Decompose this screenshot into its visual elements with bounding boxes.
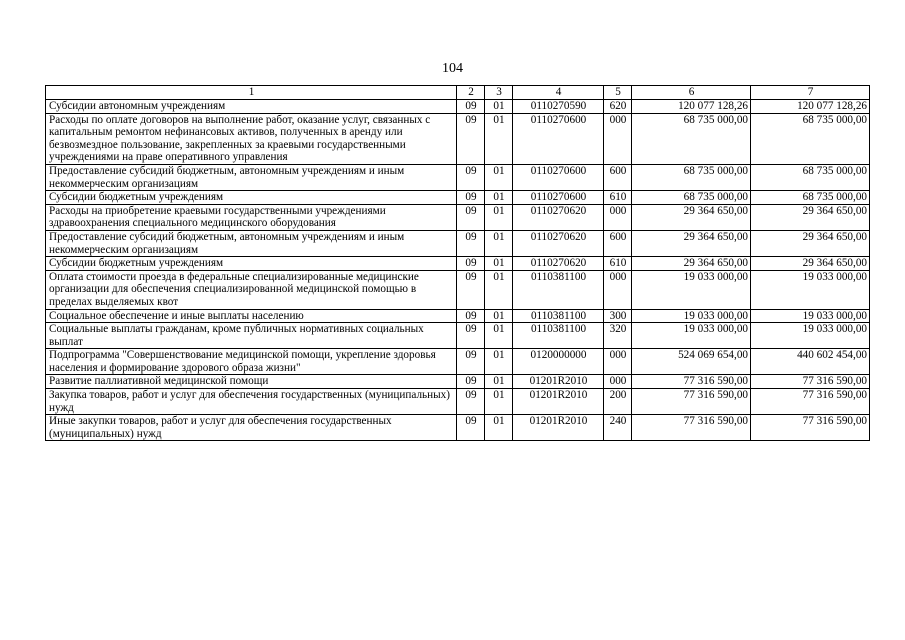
target-article-cell: 0110270600	[513, 191, 604, 205]
target-article-cell: 0110270590	[513, 100, 604, 114]
expense-type-cell: 000	[604, 204, 632, 230]
amount-col7-cell: 19 033 000,00	[751, 270, 870, 309]
subsection-code-cell: 01	[485, 349, 513, 375]
target-article-cell: 01201R2010	[513, 389, 604, 415]
table-row	[46, 191, 870, 205]
amount-col6-cell: 120 077 128,26	[632, 100, 751, 114]
column-header: 6	[632, 86, 751, 100]
subsection-code-cell: 01	[485, 323, 513, 349]
expense-type-cell: 000	[604, 349, 632, 375]
table-row	[46, 270, 870, 309]
table-row	[46, 375, 870, 389]
table-row	[46, 113, 870, 164]
section-code-cell: 09	[457, 191, 485, 205]
subsection-code-cell: 01	[485, 164, 513, 190]
section-code-cell: 09	[457, 389, 485, 415]
table-row	[46, 415, 870, 441]
expense-type-cell: 600	[604, 230, 632, 256]
table-body	[46, 100, 870, 441]
amount-col6-cell: 77 316 590,00	[632, 415, 751, 441]
expense-name-cell: Расходы по оплате договоров на выполнение работ, оказание услуг, связанных с капитальным ремонтом нефинансовых активов, полученных в аренду или безвозмездное пользование, закрепленных за краевыми государственными учреждениями на праве оперативного управления	[46, 113, 457, 164]
amount-col6-cell: 19 033 000,00	[632, 309, 751, 323]
section-code-cell: 09	[457, 204, 485, 230]
page-number: 104	[442, 61, 463, 76]
table-row	[46, 309, 870, 323]
column-header: 2	[457, 86, 485, 100]
expense-name-cell: Субсидии бюджетным учреждениям	[46, 191, 457, 205]
table-row	[46, 230, 870, 256]
subsection-code-cell: 01	[485, 113, 513, 164]
amount-col6-cell: 19 033 000,00	[632, 270, 751, 309]
table-row	[46, 323, 870, 349]
section-code-cell: 09	[457, 230, 485, 256]
section-code-cell: 09	[457, 113, 485, 164]
amount-col6-cell: 68 735 000,00	[632, 164, 751, 190]
expense-type-cell: 300	[604, 309, 632, 323]
section-code-cell: 09	[457, 164, 485, 190]
amount-col6-cell: 29 364 650,00	[632, 257, 751, 271]
amount-col7-cell: 19 033 000,00	[751, 323, 870, 349]
expense-name-cell: Оплата стоимости проезда в федеральные специализированные медицинские организации для обеспечения специализированной медицинской помощью в пределах выделяемых квот	[46, 270, 457, 309]
expense-type-cell: 610	[604, 257, 632, 271]
column-header: 4	[513, 86, 604, 100]
table-row	[46, 349, 870, 375]
amount-col6-cell: 19 033 000,00	[632, 323, 751, 349]
section-code-cell: 09	[457, 349, 485, 375]
expense-type-cell: 000	[604, 113, 632, 164]
expense-type-cell: 600	[604, 164, 632, 190]
subsection-code-cell: 01	[485, 191, 513, 205]
expense-name-cell: Развитие паллиативной медицинской помощи	[46, 375, 457, 389]
amount-col6-cell: 524 069 654,00	[632, 349, 751, 375]
subsection-code-cell: 01	[485, 375, 513, 389]
amount-col6-cell: 29 364 650,00	[632, 204, 751, 230]
target-article-cell: 0110270620	[513, 257, 604, 271]
amount-col7-cell: 68 735 000,00	[751, 164, 870, 190]
table-row	[46, 204, 870, 230]
section-code-cell: 09	[457, 309, 485, 323]
amount-col7-cell: 68 735 000,00	[751, 191, 870, 205]
target-article-cell: 0110270620	[513, 204, 604, 230]
subsection-code-cell: 01	[485, 270, 513, 309]
subsection-code-cell: 01	[485, 389, 513, 415]
expense-name-cell: Подпрограмма "Совершенствование медицинской помощи, укрепление здоровья населения и формирование здорового образа жизни"	[46, 349, 457, 375]
amount-col6-cell: 29 364 650,00	[632, 230, 751, 256]
amount-col7-cell: 29 364 650,00	[751, 257, 870, 271]
amount-col6-cell: 77 316 590,00	[632, 375, 751, 389]
amount-col7-cell: 68 735 000,00	[751, 113, 870, 164]
subsection-code-cell: 01	[485, 415, 513, 441]
target-article-cell: 0110270620	[513, 230, 604, 256]
amount-col7-cell: 19 033 000,00	[751, 309, 870, 323]
expense-name-cell: Расходы на приобретение краевыми государственными учреждениями здравоохранения специального медицинского оборудования	[46, 204, 457, 230]
target-article-cell: 0110381100	[513, 323, 604, 349]
expense-type-cell: 000	[604, 375, 632, 389]
expense-type-cell: 200	[604, 389, 632, 415]
expense-name-cell: Предоставление субсидий бюджетным, автономным учреждениям и иным некоммерческим организациям	[46, 230, 457, 256]
amount-col6-cell: 68 735 000,00	[632, 113, 751, 164]
expense-name-cell: Социальное обеспечение и иные выплаты населению	[46, 309, 457, 323]
target-article-cell: 0110381100	[513, 270, 604, 309]
subsection-code-cell: 01	[485, 230, 513, 256]
section-code-cell: 09	[457, 375, 485, 389]
table-row	[46, 389, 870, 415]
expense-type-cell: 000	[604, 270, 632, 309]
target-article-cell: 0110270600	[513, 164, 604, 190]
amount-col7-cell: 120 077 128,26	[751, 100, 870, 114]
amount-col7-cell: 77 316 590,00	[751, 389, 870, 415]
target-article-cell: 01201R2010	[513, 375, 604, 389]
amount-col7-cell: 440 602 454,00	[751, 349, 870, 375]
section-code-cell: 09	[457, 323, 485, 349]
expense-type-cell: 240	[604, 415, 632, 441]
target-article-cell: 0110381100	[513, 309, 604, 323]
header-row	[46, 86, 870, 100]
expense-name-cell: Субсидии бюджетным учреждениям	[46, 257, 457, 271]
expense-name-cell: Субсидии автономным учреждениям	[46, 100, 457, 114]
amount-col7-cell: 77 316 590,00	[751, 375, 870, 389]
expense-name-cell: Предоставление субсидий бюджетным, автономным учреждениям и иным некоммерческим организациям	[46, 164, 457, 190]
section-code-cell: 09	[457, 415, 485, 441]
amount-col7-cell: 29 364 650,00	[751, 204, 870, 230]
target-article-cell: 01201R2010	[513, 415, 604, 441]
column-header: 7	[751, 86, 870, 100]
subsection-code-cell: 01	[485, 257, 513, 271]
amount-col7-cell: 29 364 650,00	[751, 230, 870, 256]
expense-name-cell: Иные закупки товаров, работ и услуг для обеспечения государственных (муниципальных) нужд	[46, 415, 457, 441]
expense-type-cell: 610	[604, 191, 632, 205]
table-row	[46, 164, 870, 190]
column-header: 5	[604, 86, 632, 100]
section-code-cell: 09	[457, 100, 485, 114]
expense-name-cell: Социальные выплаты гражданам, кроме публичных нормативных социальных выплат	[46, 323, 457, 349]
column-header: 3	[485, 86, 513, 100]
column-header: 1	[46, 86, 457, 100]
amount-col6-cell: 77 316 590,00	[632, 389, 751, 415]
budget-table	[45, 85, 870, 441]
target-article-cell: 0120000000	[513, 349, 604, 375]
amount-col6-cell: 68 735 000,00	[632, 191, 751, 205]
section-code-cell: 09	[457, 270, 485, 309]
target-article-cell: 0110270600	[513, 113, 604, 164]
subsection-code-cell: 01	[485, 309, 513, 323]
expense-type-cell: 320	[604, 323, 632, 349]
subsection-code-cell: 01	[485, 204, 513, 230]
subsection-code-cell: 01	[485, 100, 513, 114]
amount-col7-cell: 77 316 590,00	[751, 415, 870, 441]
expense-name-cell: Закупка товаров, работ и услуг для обеспечения государственных (муниципальных) нужд	[46, 389, 457, 415]
expense-type-cell: 620	[604, 100, 632, 114]
section-code-cell: 09	[457, 257, 485, 271]
table-row	[46, 100, 870, 114]
table-row	[46, 257, 870, 271]
